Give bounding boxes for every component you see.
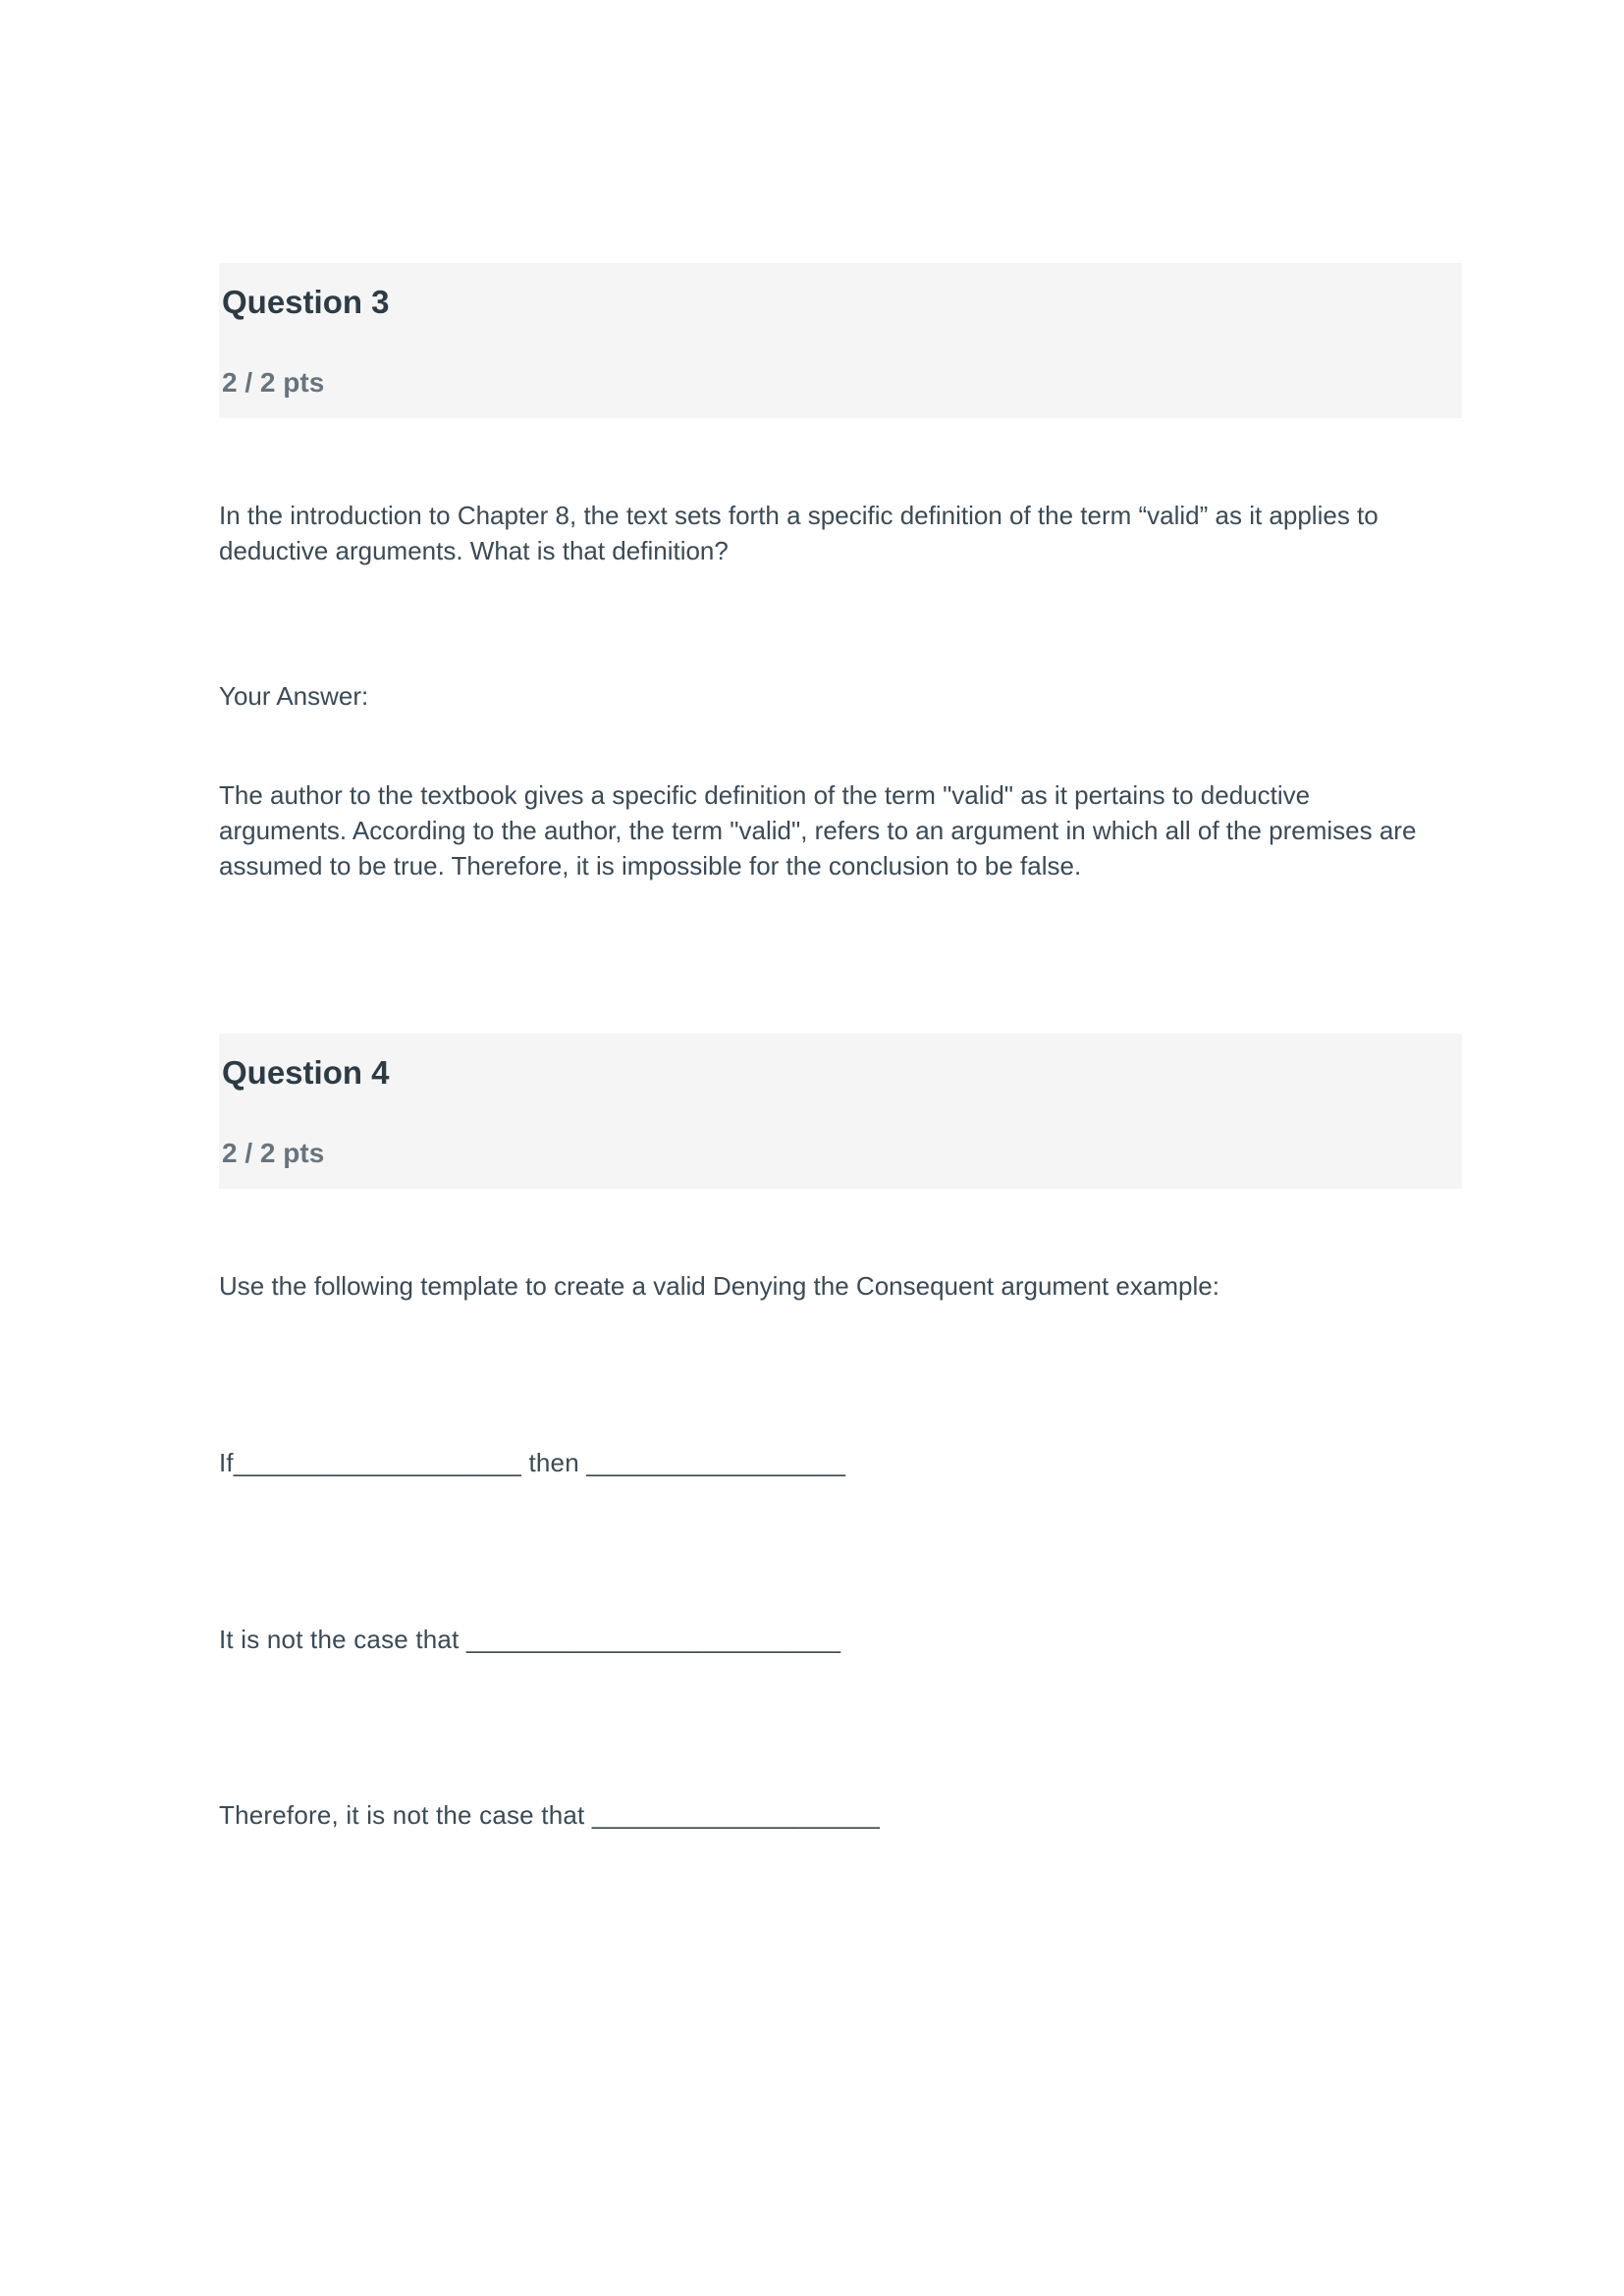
question-4-title: Question 4 bbox=[222, 1054, 390, 1092]
template-line-therefore: Therefore, it is not the case that ____________________ bbox=[219, 1800, 881, 1831]
quiz-content bbox=[219, 0, 1462, 1834]
question-4-section bbox=[219, 1034, 1462, 1834]
question-3-section bbox=[219, 263, 1462, 884]
question-3-header bbox=[219, 263, 1462, 418]
template-line-if-then: If____________________ then __________________ bbox=[219, 1447, 846, 1477]
question-3-points: 2 / 2 pts bbox=[222, 366, 325, 398]
question-4-prompt: Use the following template to create a valid Denying the Consequent argument example: bbox=[219, 1270, 1219, 1301]
question-3-title: Question 3 bbox=[222, 284, 390, 320]
your-answer-label: Your Answer: bbox=[219, 680, 369, 711]
question-4-points: 2 / 2 pts bbox=[222, 1137, 325, 1168]
template-line-not-the-case: It is not the case that __________________________ bbox=[219, 1624, 841, 1654]
question-3-prompt: In the introduction to Chapter 8, the text sets forth a specific definition of the term “valid” as it applies to deductive arguments. What is that definition? bbox=[219, 500, 1379, 565]
question-4-header bbox=[219, 1034, 1462, 1189]
question-3-answer-text: The author to the textbook gives a specific definition of the term "valid" as it pertains to deductive arguments. According to the author, the term "valid", refers to an argument in which all of the premises are assumed to be true. Therefore, it is impossible for the conclusion to be false. bbox=[219, 780, 1417, 881]
